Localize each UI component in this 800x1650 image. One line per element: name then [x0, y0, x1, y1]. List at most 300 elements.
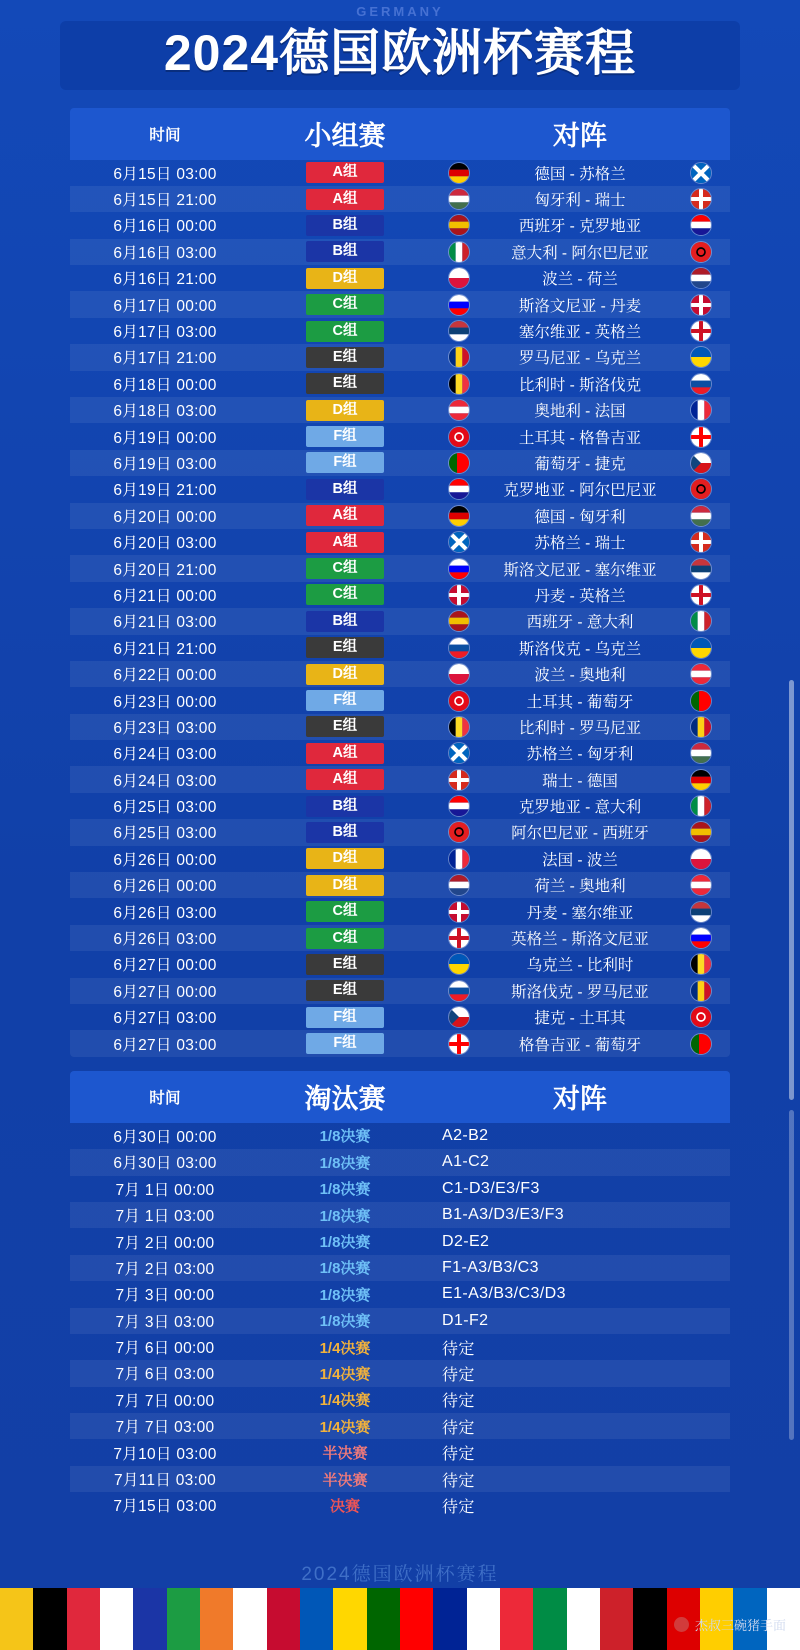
table-row: [70, 1202, 730, 1228]
flag-icon-cz: [448, 1006, 470, 1028]
row-teams: 葡萄牙 - 捷克: [534, 455, 626, 473]
footer-bar: [0, 1588, 800, 1650]
flag-icon-es: [690, 821, 712, 843]
row-match: [430, 162, 730, 184]
group-badge: A组: [306, 505, 384, 526]
row-round: 半决赛: [322, 1471, 368, 1489]
row-time: 7月 6日 03:00: [115, 1366, 215, 1384]
table-row: [70, 476, 730, 502]
row-group: [260, 505, 430, 526]
flag-icon-ge: [690, 426, 712, 448]
flag-icon-at: [690, 874, 712, 896]
row-teams: 斯洛伐克 - 罗马尼亚: [511, 983, 649, 1001]
ribbon-stripe: [367, 1588, 400, 1650]
group-badge: A组: [306, 162, 384, 183]
knockout-header: [70, 1071, 730, 1123]
flag-icon-ch: [690, 531, 712, 553]
row-time: 7月 3日 00:00: [115, 1287, 215, 1305]
flag-icon-pl: [448, 267, 470, 289]
group-badge: D组: [306, 848, 384, 869]
flag-icon-nl: [690, 267, 712, 289]
ribbon-stripe: [400, 1588, 433, 1650]
group-badge: E组: [306, 716, 384, 737]
flag-icon-pt: [690, 690, 712, 712]
row-group: [260, 479, 430, 500]
row-group: [260, 611, 430, 632]
group-badge: C组: [306, 901, 384, 922]
flag-icon-pt: [690, 1033, 712, 1055]
row-match: [430, 769, 730, 791]
row-group: [260, 558, 430, 579]
row-round: 1/8决赛: [319, 1286, 371, 1304]
row-match: [430, 346, 730, 368]
row-time: 7月 1日 03:00: [115, 1208, 215, 1226]
row-group: [260, 347, 430, 368]
row-round: 1/8决赛: [319, 1207, 371, 1225]
flag-icon-ua: [690, 637, 712, 659]
flag-icon-eng: [448, 927, 470, 949]
col-header-round: 淘汰赛: [304, 1084, 386, 1115]
watermark: [674, 1615, 786, 1634]
row-teams: 塞尔维亚 - 英格兰: [518, 324, 642, 342]
table-row: [70, 872, 730, 898]
row-round: 半决赛: [322, 1445, 368, 1463]
flag-icon-rs: [690, 901, 712, 923]
row-round: 1/8决赛: [319, 1260, 371, 1278]
row-group: [260, 875, 430, 896]
row-teams: 土耳其 - 格鲁吉亚: [518, 429, 642, 447]
row-match: 待定: [442, 1498, 475, 1516]
row-round: 1/8决赛: [319, 1234, 371, 1252]
flag-icon-ge: [448, 1033, 470, 1055]
ribbon-stripe: [633, 1588, 666, 1650]
row-match: [430, 874, 730, 896]
row-match: [430, 214, 730, 236]
row-match: A2-B2: [442, 1126, 489, 1144]
row-time: 7月 3日 03:00: [115, 1313, 215, 1331]
row-match: 待定: [442, 1393, 475, 1411]
row-teams: 丹麦 - 英格兰: [534, 587, 626, 605]
row-teams: 意大利 - 阿尔巴尼亚: [511, 244, 649, 262]
row-round: 1/4决赛: [319, 1418, 371, 1436]
row-match: [430, 294, 730, 316]
row-time: 6月20日 21:00: [113, 561, 217, 579]
row-teams: 斯洛文尼亚 - 塞尔维亚: [503, 561, 657, 579]
row-time: 6月18日 00:00: [113, 376, 217, 394]
group-badge: D组: [306, 875, 384, 896]
flag-icon-hr: [448, 478, 470, 500]
row-match: D1-F2: [442, 1311, 489, 1329]
row-time: 6月23日 03:00: [113, 719, 217, 737]
flag-icon-eng: [690, 320, 712, 342]
knockout-rows: [70, 1123, 730, 1519]
row-teams: 苏格兰 - 瑞士: [534, 535, 626, 553]
flag-icon-tr: [448, 690, 470, 712]
group-stage-table: [70, 108, 730, 1057]
group-badge: D组: [306, 664, 384, 685]
group-badge: E组: [306, 373, 384, 394]
ghost-title: 2024德国欧洲杯赛程: [301, 1564, 499, 1585]
group-badge: E组: [306, 637, 384, 658]
flag-icon-rs: [690, 558, 712, 580]
row-group: [260, 716, 430, 737]
group-badge: A组: [306, 189, 384, 210]
flag-icon-ch: [690, 188, 712, 210]
row-time: 6月25日 03:00: [113, 825, 217, 843]
row-match: 待定: [442, 1340, 475, 1358]
table-row: [70, 503, 730, 529]
row-teams: 克罗地亚 - 阿尔巴尼亚: [503, 482, 657, 500]
row-match: [430, 584, 730, 606]
row-group: [260, 321, 430, 342]
row-match: [430, 901, 730, 923]
row-group: [260, 426, 430, 447]
ribbon-stripe: [500, 1588, 533, 1650]
row-round: 1/8决赛: [319, 1128, 371, 1146]
row-time: 6月26日 00:00: [113, 878, 217, 896]
row-time: 6月16日 21:00: [113, 271, 217, 289]
flag-icon-be: [690, 953, 712, 975]
table-row: [70, 1466, 730, 1492]
row-match: C1-D3/E3/F3: [442, 1179, 540, 1197]
row-time: 6月19日 03:00: [113, 455, 217, 473]
row-group: [260, 162, 430, 183]
ribbon-stripe: [600, 1588, 633, 1650]
table-row: [70, 1176, 730, 1202]
row-teams: 德国 - 匈牙利: [534, 508, 626, 526]
row-group: [260, 901, 430, 922]
flag-icon-fr: [690, 399, 712, 421]
row-time: 7月 2日 03:00: [115, 1260, 215, 1278]
group-badge: F组: [306, 690, 384, 711]
flag-icon-at: [690, 663, 712, 685]
flag-icon-it: [448, 241, 470, 263]
table-row: [70, 978, 730, 1004]
flag-icon-pl: [448, 663, 470, 685]
row-match: B1-A3/D3/E3/F3: [442, 1206, 565, 1224]
row-match: [430, 1033, 730, 1055]
row-match: [430, 267, 730, 289]
row-match: 待定: [442, 1472, 475, 1490]
table-row: [70, 661, 730, 687]
row-time: 6月20日 00:00: [113, 508, 217, 526]
poster-header: [0, 0, 800, 90]
ribbon-stripe: [533, 1588, 566, 1650]
row-time: 6月24日 03:00: [113, 772, 217, 790]
row-match: [430, 478, 730, 500]
row-time: 6月27日 00:00: [113, 957, 217, 975]
row-match: [430, 821, 730, 843]
row-match: [430, 373, 730, 395]
col-header-time: 时间: [149, 126, 181, 144]
row-time: 6月27日 03:00: [113, 1036, 217, 1054]
row-teams: 波兰 - 奥地利: [534, 667, 626, 685]
row-match: [430, 1006, 730, 1028]
group-badge: B组: [306, 822, 384, 843]
group-badge: B组: [306, 796, 384, 817]
row-teams: 土耳其 - 葡萄牙: [526, 693, 634, 711]
table-row: [70, 239, 730, 265]
row-teams: 丹麦 - 塞尔维亚: [526, 904, 634, 922]
table-row: [70, 1004, 730, 1030]
flag-icon-hu: [448, 188, 470, 210]
row-time: 7月 7日 00:00: [115, 1392, 215, 1410]
row-group: [260, 268, 430, 289]
table-row: [70, 898, 730, 924]
group-badge: D组: [306, 268, 384, 289]
row-time: 6月20日 03:00: [113, 535, 217, 553]
row-group: [260, 928, 430, 949]
row-match: [430, 452, 730, 474]
group-badge: C组: [306, 558, 384, 579]
col-header-group: 小组赛: [304, 121, 386, 151]
flag-icon-dk: [448, 584, 470, 606]
ribbon-stripe: [100, 1588, 133, 1650]
row-round: 1/8决赛: [319, 1313, 371, 1331]
ribbon-stripe: [133, 1588, 166, 1650]
flag-icon-ch: [448, 769, 470, 791]
table-row: [70, 1308, 730, 1334]
col-header-time-ko: 时间: [149, 1089, 181, 1107]
row-group: [260, 294, 430, 315]
col-header-match-ko: 对阵: [553, 1084, 607, 1115]
row-teams: 波兰 - 荷兰: [542, 271, 618, 289]
weibo-icon: [674, 1617, 689, 1632]
group-badge: B组: [306, 241, 384, 262]
row-teams: 罗马尼亚 - 乌克兰: [518, 350, 642, 368]
ribbon-stripe: [433, 1588, 466, 1650]
table-row: [70, 608, 730, 634]
table-row: [70, 1030, 730, 1056]
table-row: [70, 160, 730, 186]
flag-icon-tr: [448, 426, 470, 448]
flag-icon-be: [448, 373, 470, 395]
flag-icon-dk: [690, 294, 712, 316]
flag-icon-it: [690, 795, 712, 817]
flag-icon-ro: [448, 346, 470, 368]
row-group: [260, 373, 430, 394]
row-teams: 斯洛伐克 - 乌克兰: [518, 640, 642, 658]
flag-icon-es: [448, 214, 470, 236]
flag-icon-it: [690, 610, 712, 632]
row-time: 6月22日 00:00: [113, 667, 217, 685]
row-match: [430, 426, 730, 448]
row-teams: 斯洛文尼亚 - 丹麦: [518, 297, 642, 315]
flag-icon-si: [448, 558, 470, 580]
row-match: [430, 610, 730, 632]
row-match: [430, 399, 730, 421]
row-round: 1/8决赛: [319, 1181, 371, 1199]
row-match: [430, 505, 730, 527]
kicker-text: GERMANY: [356, 4, 444, 19]
group-badge: E组: [306, 980, 384, 1001]
table-row: [70, 529, 730, 555]
row-teams: 奥地利 - 法国: [534, 403, 626, 421]
table-row: [70, 1149, 730, 1175]
row-group: [260, 690, 430, 711]
row-time: 6月15日 03:00: [113, 165, 217, 183]
table-row: [70, 846, 730, 872]
row-match: [430, 980, 730, 1002]
flag-icon-sco: [448, 742, 470, 764]
table-row: [70, 951, 730, 977]
table-row: [70, 1123, 730, 1149]
row-match: [430, 241, 730, 263]
table-row: [70, 265, 730, 291]
ribbon-stripe: [567, 1588, 600, 1650]
flag-icon-sk: [448, 980, 470, 1002]
group-badge: A组: [306, 532, 384, 553]
row-group: [260, 241, 430, 262]
row-teams: 匈牙利 - 瑞士: [534, 192, 626, 210]
table-row: [70, 1439, 730, 1465]
row-teams: 荷兰 - 奥地利: [534, 878, 626, 896]
row-round: 1/8决赛: [319, 1154, 371, 1172]
group-badge: C组: [306, 584, 384, 605]
flag-icon-si: [448, 294, 470, 316]
table-row: [70, 186, 730, 212]
row-time: 6月27日 03:00: [113, 1010, 217, 1028]
row-group: [260, 980, 430, 1001]
row-time: 6月21日 03:00: [113, 614, 217, 632]
row-match: [430, 558, 730, 580]
row-group: [260, 215, 430, 236]
row-teams: 格鲁吉亚 - 葡萄牙: [518, 1036, 642, 1054]
table-row: [70, 1387, 730, 1413]
row-round: 决赛: [329, 1497, 360, 1515]
row-teams: 克罗地亚 - 意大利: [518, 799, 642, 817]
row-group: [260, 1033, 430, 1054]
group-badge: C组: [306, 928, 384, 949]
group-stage-header: [70, 108, 730, 160]
table-row: [70, 635, 730, 661]
row-group: [260, 822, 430, 843]
flag-icon-pt: [448, 452, 470, 474]
row-time: 6月19日 00:00: [113, 429, 217, 447]
row-time: 6月15日 21:00: [113, 192, 217, 210]
flag-icon-be: [448, 716, 470, 738]
row-match: [430, 663, 730, 685]
flag-icon-de: [448, 505, 470, 527]
group-badge: D组: [306, 400, 384, 421]
group-badge: A组: [306, 769, 384, 790]
table-row: [70, 740, 730, 766]
row-time: 6月21日 00:00: [113, 587, 217, 605]
table-row: [70, 1228, 730, 1254]
row-match: [430, 848, 730, 870]
flag-icon-nl: [448, 874, 470, 896]
row-time: 6月18日 03:00: [113, 403, 217, 421]
row-match: [430, 953, 730, 975]
table-row: [70, 344, 730, 370]
row-match: 待定: [442, 1446, 475, 1464]
row-group: [260, 796, 430, 817]
table-row: [70, 1334, 730, 1360]
row-match: D2-E2: [442, 1232, 490, 1250]
row-match: 待定: [442, 1366, 475, 1384]
row-time: 6月16日 00:00: [113, 218, 217, 236]
table-row: [70, 212, 730, 238]
row-group: [260, 400, 430, 421]
row-time: 6月17日 21:00: [113, 350, 217, 368]
row-match: [430, 320, 730, 342]
row-time: 6月30日 03:00: [113, 1155, 217, 1173]
group-badge: F组: [306, 1033, 384, 1054]
table-row: [70, 714, 730, 740]
flag-icon-pl: [690, 848, 712, 870]
row-time: 6月17日 03:00: [113, 324, 217, 342]
ribbon-stripe: [33, 1588, 66, 1650]
flag-icon-sk: [690, 373, 712, 395]
row-time: 7月11日 03:00: [113, 1472, 217, 1490]
flag-icon-cz: [690, 452, 712, 474]
flag-icon-tr: [690, 1006, 712, 1028]
row-round: 1/4决赛: [319, 1339, 371, 1357]
row-teams: 比利时 - 罗马尼亚: [518, 719, 642, 737]
row-match: [430, 531, 730, 553]
table-row: [70, 555, 730, 581]
row-time: 6月24日 03:00: [113, 746, 217, 764]
flag-icon-sco: [690, 162, 712, 184]
table-row: [70, 1492, 730, 1518]
row-group: [260, 664, 430, 685]
flag-icon-de: [448, 162, 470, 184]
flag-icon-al: [690, 478, 712, 500]
table-row: [70, 1360, 730, 1386]
table-row: [70, 793, 730, 819]
row-time: 6月30日 00:00: [113, 1128, 217, 1146]
table-row: [70, 318, 730, 344]
group-badge: F组: [306, 1007, 384, 1028]
row-teams: 英格兰 - 斯洛文尼亚: [511, 931, 649, 949]
row-teams: 捷克 - 土耳其: [534, 1010, 626, 1028]
row-match: [430, 795, 730, 817]
row-teams: 苏格兰 - 匈牙利: [526, 746, 634, 764]
row-time: 6月26日 03:00: [113, 931, 217, 949]
col-header-match: 对阵: [553, 121, 607, 151]
group-badge: F组: [306, 426, 384, 447]
flag-icon-ua: [448, 953, 470, 975]
table-row: [70, 450, 730, 476]
flag-icon-ro: [690, 716, 712, 738]
row-match: [430, 637, 730, 659]
table-row: [70, 1281, 730, 1307]
row-time: 6月23日 00:00: [113, 693, 217, 711]
flag-icon-si: [690, 927, 712, 949]
row-time: 6月21日 21:00: [113, 640, 217, 658]
row-match: A1-C2: [442, 1153, 490, 1171]
row-teams: 阿尔巴尼亚 - 西班牙: [511, 825, 649, 843]
ribbon-stripe: [467, 1588, 500, 1650]
row-time: 6月17日 00:00: [113, 297, 217, 315]
group-badge: C组: [306, 294, 384, 315]
flag-icon-fr: [448, 848, 470, 870]
scrollbar-thumb[interactable]: [789, 680, 794, 1100]
row-group: [260, 637, 430, 658]
row-teams: 比利时 - 斯洛伐克: [518, 376, 642, 394]
flag-icon-eng: [690, 584, 712, 606]
group-badge: B组: [306, 215, 384, 236]
flag-icon-sk: [448, 637, 470, 659]
table-row: [70, 371, 730, 397]
flag-icon-hu: [690, 742, 712, 764]
scrollbar-track[interactable]: [789, 1110, 794, 1440]
row-match: E1-A3/B3/C3/D3: [442, 1285, 566, 1303]
row-group: [260, 584, 430, 605]
row-time: 6月27日 00:00: [113, 983, 217, 1001]
row-time: 7月10日 03:00: [113, 1445, 217, 1463]
flag-icon-ro: [690, 980, 712, 1002]
